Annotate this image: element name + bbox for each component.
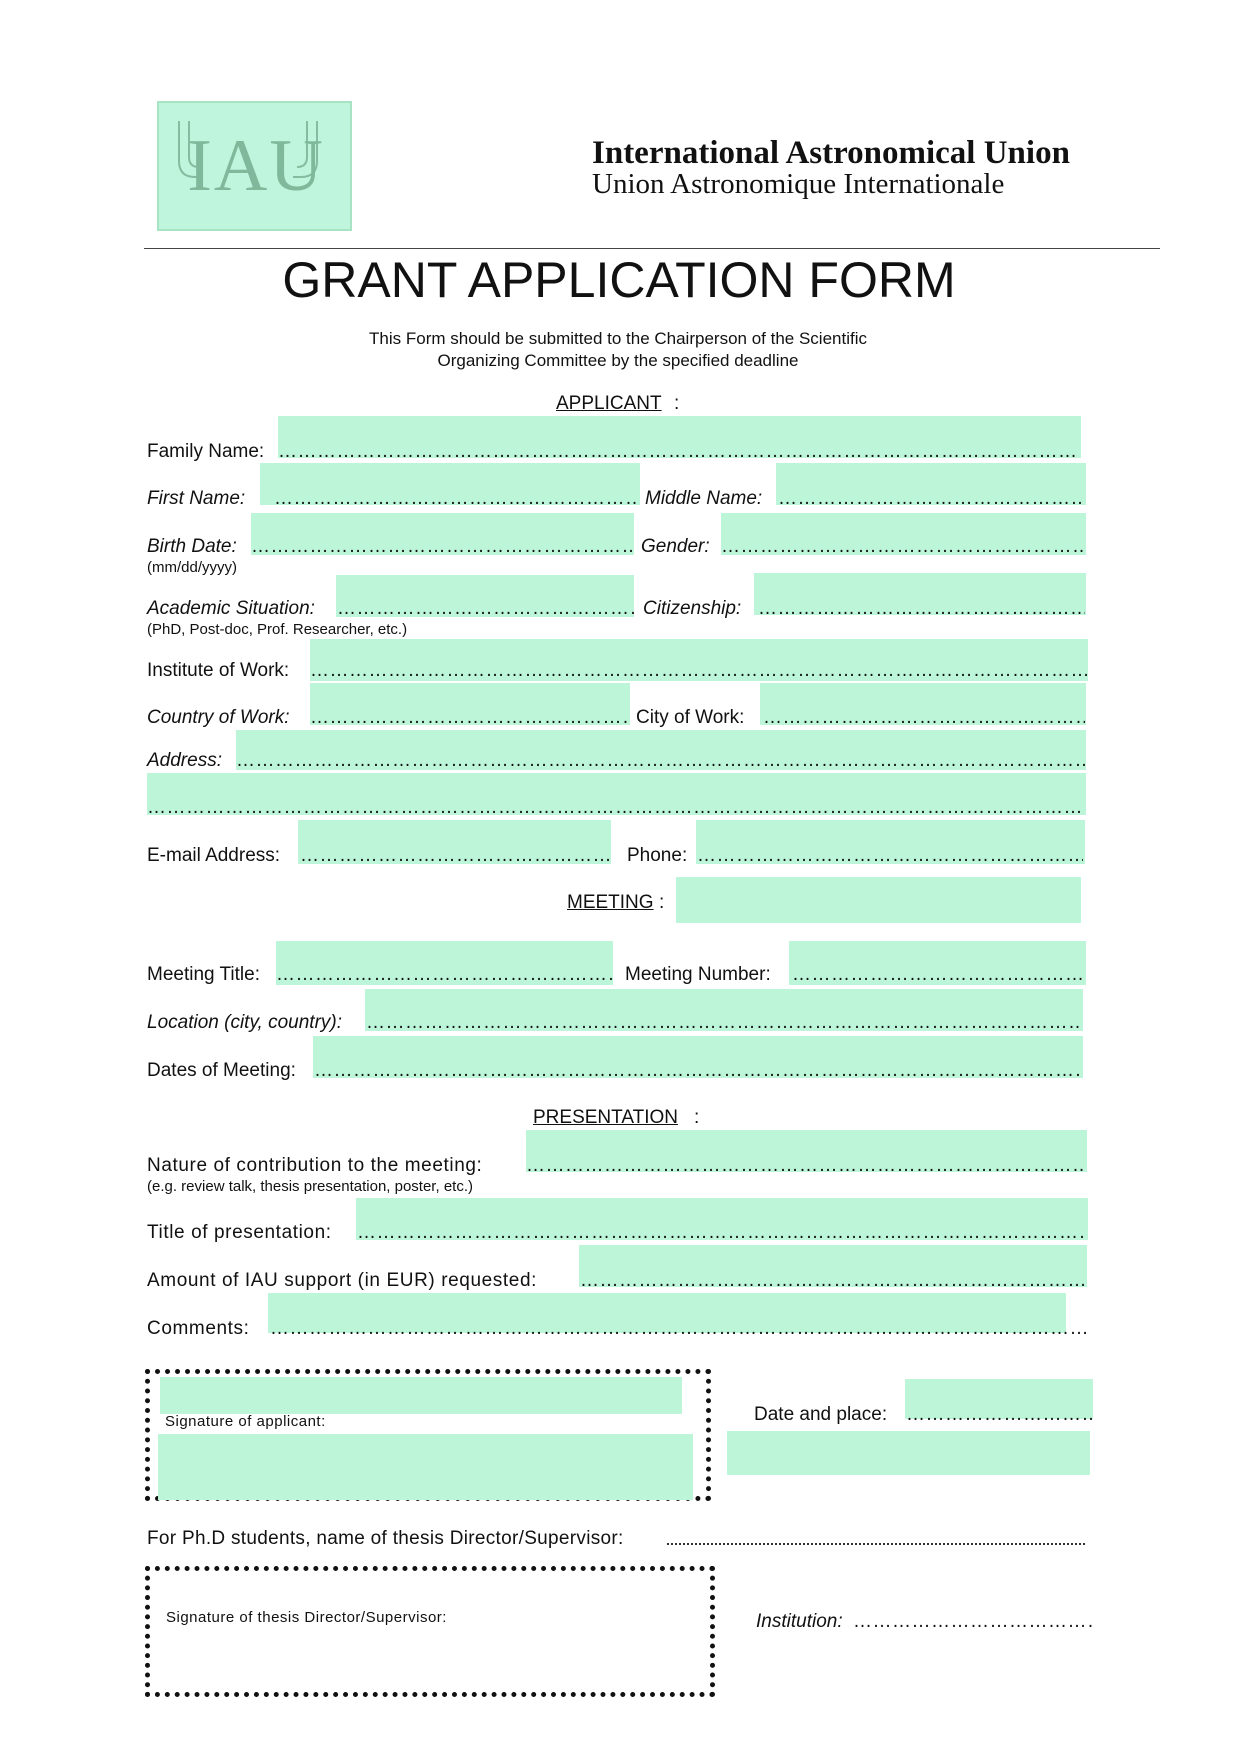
city-work-dotline	[763, 707, 1085, 729]
org-name-fr: Union Astronomique Internationale	[592, 168, 1005, 200]
logo-text: IAU	[187, 125, 325, 207]
nature-contribution-dotline	[526, 1155, 1086, 1177]
meeting-number-label: Meeting Number:	[625, 964, 771, 985]
applicant-colon: :	[674, 393, 680, 414]
country-work-label: Country of Work:	[147, 707, 290, 728]
meeting-location-dotline	[366, 1012, 1082, 1034]
date-place-extra-input[interactable]	[727, 1431, 1090, 1475]
header-divider	[144, 248, 1160, 249]
applicant-signature-label: Signature of applicant:	[165, 1413, 326, 1430]
phd-supervisor-label: For Ph.D students, name of thesis Director/Supervisor:	[147, 1528, 624, 1549]
supervisor-signature-box[interactable]	[145, 1566, 715, 1697]
applicant-signature-name-input[interactable]	[160, 1377, 682, 1414]
family-name-dotline	[278, 441, 1080, 463]
applicant-signature-input[interactable]	[158, 1434, 693, 1500]
gender-dotline	[721, 536, 1085, 558]
nature-contribution-hint: (e.g. review talk, thesis presentation, poster, etc.)	[147, 1178, 473, 1195]
date-place-dotline	[906, 1404, 1092, 1426]
meeting-location-label: Location (city, country):	[147, 1012, 343, 1033]
intro-line-2: Organizing Committee by the specified deadline	[437, 351, 799, 370]
meeting-reference-input[interactable]	[676, 877, 1081, 923]
intro-line-1: This Form should be submitted to the Chairperson of the Scientific	[369, 329, 867, 348]
gender-label: Gender:	[641, 536, 710, 557]
meeting-heading: MEETING	[567, 892, 654, 913]
nature-contribution-label: Nature of contribution to the meeting:	[147, 1155, 483, 1176]
email-label-text: E-mail Address:	[147, 845, 281, 866]
meeting-number-dotline	[792, 964, 1085, 986]
first-name-label: First Name:	[147, 488, 246, 509]
form-title: GRANT APPLICATION FORM	[282, 252, 956, 308]
address-dotline-1	[236, 750, 1085, 772]
supervisor-signature-label: Signature of thesis Director/Supervisor:	[166, 1609, 447, 1626]
middle-name-dotline	[778, 488, 1085, 510]
citizenship-dotline	[758, 598, 1085, 620]
phone-dotline	[697, 845, 1083, 867]
org-name-en: International Astronomical Union	[592, 135, 1070, 171]
middle-name-label: Middle Name:	[645, 488, 763, 509]
presentation-title-label: Title of presentation:	[147, 1222, 332, 1243]
birth-date-hint: (mm/dd/yyyy)	[147, 559, 237, 576]
amount-requested-dotline	[580, 1270, 1086, 1292]
address-label: Address:	[147, 750, 222, 771]
applicant-heading: APPLICANT	[556, 393, 662, 414]
first-name-dotline	[274, 488, 638, 510]
amount-requested-label: Amount of IAU support (in EUR) requested:	[147, 1270, 537, 1291]
academic-situation-dotline	[337, 598, 634, 620]
birth-date-label: Birth Date:	[147, 536, 237, 557]
meeting-dates-label: Dates of Meeting:	[147, 1060, 296, 1081]
phd-supervisor-dotline	[667, 1543, 1085, 1545]
email-dotline	[300, 845, 610, 867]
institute-dotline	[310, 660, 1087, 682]
iau-logo	[157, 101, 352, 231]
institute-label: Institute of Work:	[147, 660, 290, 681]
meeting-title-label: Meeting Title:	[147, 964, 260, 985]
presentation-colon: :	[694, 1107, 700, 1128]
institution-label: Institution:	[756, 1611, 843, 1632]
family-name-label: Family Name:	[147, 441, 265, 462]
comments-label: Comments:	[147, 1318, 250, 1339]
academic-situation-label: Academic Situation:	[147, 598, 315, 619]
phone-label: Phone:	[627, 845, 688, 866]
citizenship-label: Citizenship:	[643, 598, 742, 619]
email-label	[147, 845, 280, 867]
country-work-dotline	[310, 707, 630, 729]
birth-date-dotline	[251, 536, 634, 558]
address-dotline-2	[147, 797, 1085, 819]
meeting-colon: :	[659, 892, 665, 913]
date-place-label: Date and place:	[754, 1404, 888, 1425]
city-work-label: City of Work:	[636, 707, 745, 728]
comments-dotline	[270, 1318, 1086, 1340]
institution-dotline	[853, 1611, 1095, 1633]
meeting-dates-dotline	[314, 1060, 1082, 1082]
presentation-heading: PRESENTATION	[533, 1107, 678, 1128]
academic-situation-hint: (PhD, Post-doc, Prof. Researcher, etc.)	[147, 621, 408, 638]
meeting-title-dotline	[276, 964, 612, 986]
presentation-title-dotline	[357, 1222, 1087, 1244]
